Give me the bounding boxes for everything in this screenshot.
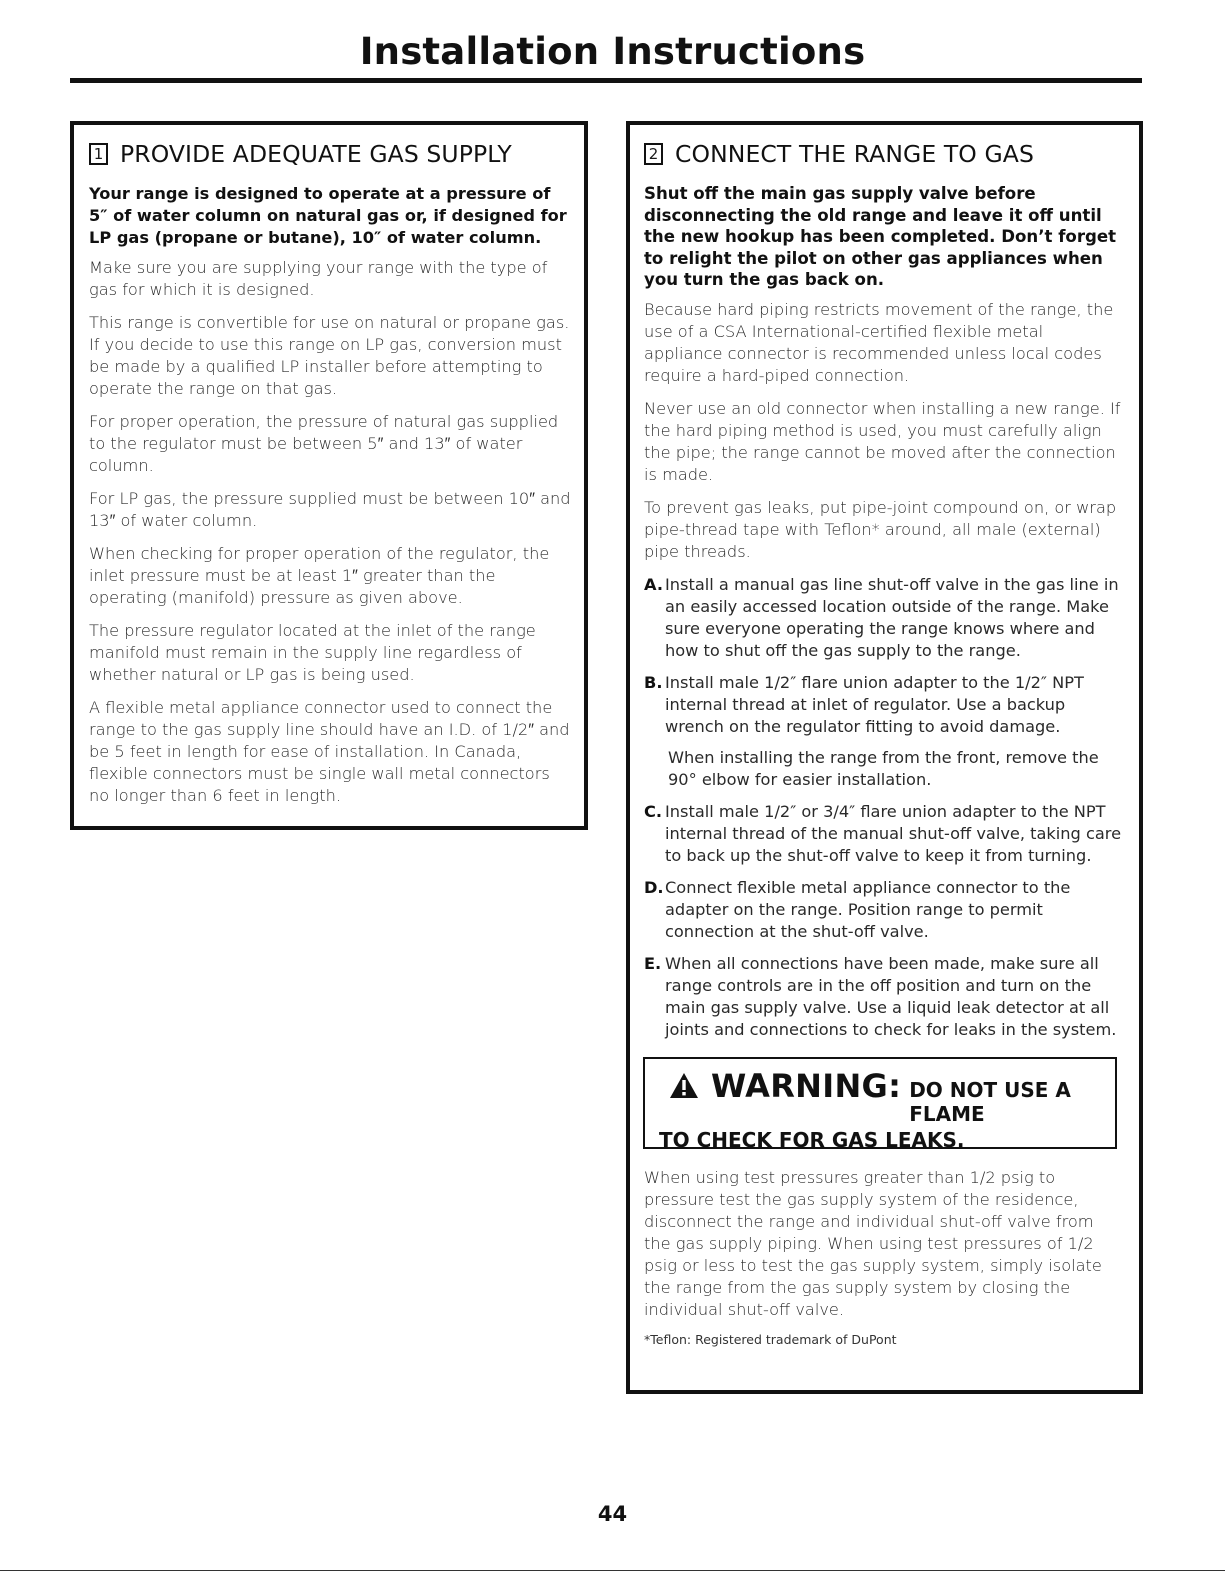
step-letter: D. [644, 877, 664, 897]
warning-text: DO NOT USE A FLAME [909, 1077, 1071, 1126]
page-title: Installation Instructions [359, 30, 866, 73]
paragraph: For proper operation, the pressure of natural gas supplied to the regulator must be between 5″ and 13″ of water column. [89, 412, 559, 475]
step-number-box: 1 [89, 143, 108, 165]
paragraph: For LP gas, the pressure supplied must be between 10″ and 13″ of water column. [89, 489, 571, 530]
footnote: *Teflon: Registered trademark of DuPont [644, 1331, 897, 1347]
step-text [665, 877, 1125, 943]
step-text-main: Connect flexible metal appliance connector to the adapter on the range. Position range to permit connection at the shut-off valve. [665, 877, 1071, 941]
paragraph: Because hard piping restricts movement of the range, the use of a CSA International-certified flexible metal appliance connector is recommended unless local codes require a hard-piped connection. [644, 299, 1114, 385]
section-lead: Your range is designed to operate at a pressure of 5″ of water column on natural gas or, if designed for LP gas (propane or butane), 10″ of water column. [89, 184, 567, 247]
instruction-step-c [644, 801, 1125, 867]
paragraph: A flexible metal appliance connector used to connect the range to the gas supply line should have an I.D. of 1/2″ and be 5 feet in length for ease of installation. In Canada, flexible connectors must be single wall metal connectors no longer than 6 feet in length. [89, 698, 570, 805]
warning-heading [659, 1067, 1103, 1126]
step-text-main: When all connections have been made, make sure all range controls are in the off position and turn on the main gas supply valve. Use a liquid leak detector at all joints and connections to check for leaks in the system. [665, 953, 1117, 1039]
warning-box [643, 1057, 1117, 1152]
instruction-step-d [644, 877, 1125, 943]
step-text [665, 574, 1125, 662]
step-text [665, 801, 1125, 867]
instruction-step-e [644, 953, 1125, 1041]
paragraph: When using test pressures greater than 1/2 psig to pressure test the gas supply system of the residence, disconnect the range and individual shut-off valve from the gas supply piping. When using test pressures of 1/2 psig or less to test the gas supply system, simply isolate the range from the gas supply system by closing the individual shut-off valve. [644, 1167, 1102, 1319]
bottom-rule [0, 1570, 1225, 1571]
section-lead: Shut off the main gas supply valve before disconnecting the old range and leave it off until the new hookup has been completed. Don’t forget to relight the pilot on other gas appliances when you turn the gas back on. [644, 184, 1117, 289]
section-title: PROVIDE ADEQUATE GAS SUPPLY [120, 140, 512, 168]
warning-text-line2: TO CHECK FOR GAS LEAKS. [659, 1127, 965, 1152]
section-header [89, 137, 572, 171]
section-header [644, 137, 1125, 171]
step-text-main: Install male 1/2″ or 3/4″ flare union adapter to the NPT internal thread of the manual shut-off valve, taking care to back up the shut-off valve to keep it from turning. [665, 801, 1122, 865]
step-text-main: Install a manual gas line shut-off valve in the gas line in an easily accessed location outside of the range. Make sure everyone operating the range knows where and how to shut off the gas supply to the range. [665, 574, 1119, 660]
paragraph: Never use an old connector when installing a new range. If the hard piping method is used, you must carefully align the pipe; the range cannot be moved after the connection is made. [644, 398, 1121, 484]
instruction-step-b [644, 672, 1125, 791]
paragraph: This range is convertible for use on natural or propane gas. If you decide to use this range on LP gas, conversion must be made by a qualified LP installer before attempting to operate the range on that gas. [89, 313, 570, 398]
step-text [665, 953, 1125, 1041]
paragraph: Make sure you are supplying your range with the type of gas for which it is designed. [89, 258, 548, 299]
step-text [665, 672, 1125, 791]
section-provide-gas-supply [70, 121, 588, 830]
paragraph: When checking for proper operation of the regulator, the inlet pressure must be at least 1″ greater than the operating (manifold) pressure as given above. [89, 544, 550, 607]
step-text-main: Install male 1/2″ flare union adapter to the 1/2″ NPT internal thread at inlet of regulator. Use a backup wrench on the regulator fitting to avoid damage. [665, 672, 1084, 736]
step-subnote: When installing the range from the front, remove the 90° elbow for easier installation. [668, 747, 1099, 789]
warning-word: WARNING: [711, 1066, 902, 1105]
title-rule [70, 78, 1142, 83]
section-connect-range-to-gas [626, 121, 1143, 1394]
instruction-step-a [644, 574, 1125, 662]
paragraph: To prevent gas leaks, put pipe-joint compound on, or wrap pipe-thread tape with Teflon* around, all male (external) pipe threads. [644, 497, 1117, 561]
step-letter: A. [644, 574, 663, 594]
step-number-box: 2 [644, 143, 663, 165]
paragraph: The pressure regulator located at the inlet of the range manifold must remain in the supply line regardless of whether natural or LP gas is being used. [89, 621, 536, 684]
step-letter: B. [644, 672, 663, 692]
step-letter: C. [644, 801, 663, 821]
step-letter: E. [644, 953, 662, 973]
warning-triangle-icon [669, 1072, 699, 1099]
section-title: CONNECT THE RANGE TO GAS [675, 140, 1034, 168]
page-number: 44 [597, 1502, 628, 1526]
